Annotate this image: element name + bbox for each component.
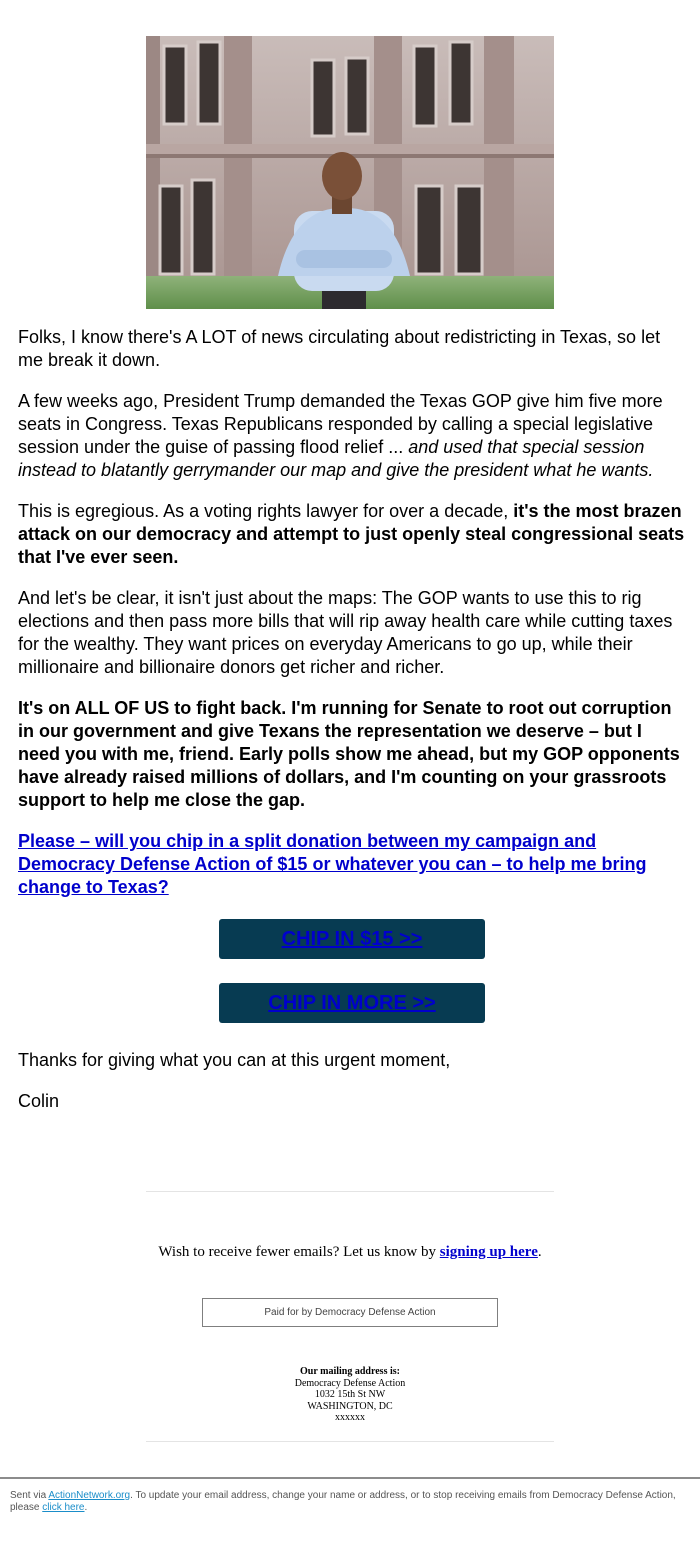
paid-for-disclaimer: Paid for by Democracy Defense Action bbox=[202, 1298, 498, 1327]
divider-top bbox=[146, 1191, 554, 1192]
email-body bbox=[18, 326, 686, 1131]
paragraph-egregious: This is egregious. As a voting rights lawyer for over a decade, it's the most brazen attack on our democracy and attempt to just openly steal congressional seats that I've ever seen. bbox=[18, 501, 685, 567]
mailing-address bbox=[146, 1366, 554, 1424]
donate-link[interactable]: Please – will you chip in a split donation between my campaign and Democracy Defense Action of $15 or whatever you can – to help me bring change to Texas? bbox=[18, 831, 647, 897]
paragraph-thanks: Thanks for giving what you can at this urgent moment, bbox=[18, 1050, 451, 1070]
signature: Colin bbox=[18, 1091, 60, 1111]
paragraph-intro: Folks, I know there's A LOT of news circulating about redistricting in Texas, so let me break it down. bbox=[18, 327, 661, 370]
paragraph-maps: And let's be clear, it isn't just about the maps: The GOP wants to use this to rig elections and then pass more bills that will rip away health care while cutting taxes for the wealthy. They want prices on everyday Americans to go up, while their millionaire and billionaire donors get richer and richer. bbox=[18, 588, 673, 677]
hero-photo bbox=[146, 36, 554, 309]
divider-bottom bbox=[146, 1441, 554, 1442]
mailing-address-heading: Our mailing address is: bbox=[300, 1366, 400, 1377]
hero-photo-illustration bbox=[146, 36, 554, 309]
footer-divider bbox=[0, 1477, 700, 1479]
fewer-emails-notice: Wish to receive fewer emails? Let us know by signing up here. bbox=[158, 1244, 542, 1260]
mailing-address-org: Democracy Defense Action bbox=[294, 1377, 406, 1389]
mailing-address-city: WASHINGTON, DC bbox=[307, 1400, 393, 1412]
footer-notice: Sent via ActionNetwork.org. To update your email address, change your name or address, or to stop receiving emails from Democracy Defense Action, please click here. bbox=[10, 1490, 676, 1513]
click-here-link[interactable]: click here bbox=[42, 1502, 85, 1513]
donate-buttons bbox=[18, 919, 686, 1023]
paragraph-trump-demand: A few weeks ago, President Trump demanded the Texas GOP give him five more seats in Congress. Texas Republicans responded by calling a special legislative session under the guise of passing flood relief ... and used that special session instead to blatantly gerrymander our map and give the president what he wants. bbox=[18, 391, 663, 480]
paragraph-fight-back: It's on ALL OF US to fight back. I'm running for Senate to root out corruption in our government and give Texans the representation we deserve – but I need you with me, friend. Early polls show me ahead, but my GOP opponents have already raised millions of dollars, and I'm counting on your grassroots support to help me close the gap. bbox=[18, 698, 680, 810]
mailing-address-zip: xxxxxx bbox=[335, 1412, 365, 1423]
paragraph-donate-link bbox=[18, 830, 686, 899]
actionnetwork-link[interactable]: ActionNetwork.org bbox=[48, 1490, 131, 1501]
signing-up-link[interactable]: signing up here bbox=[439, 1244, 538, 1260]
chip-in-15-button[interactable]: CHIP IN $15 >> bbox=[219, 919, 485, 959]
chip-in-more-button[interactable]: CHIP IN MORE >> bbox=[219, 983, 485, 1023]
mailing-address-street: 1032 15th St NW bbox=[314, 1389, 386, 1400]
